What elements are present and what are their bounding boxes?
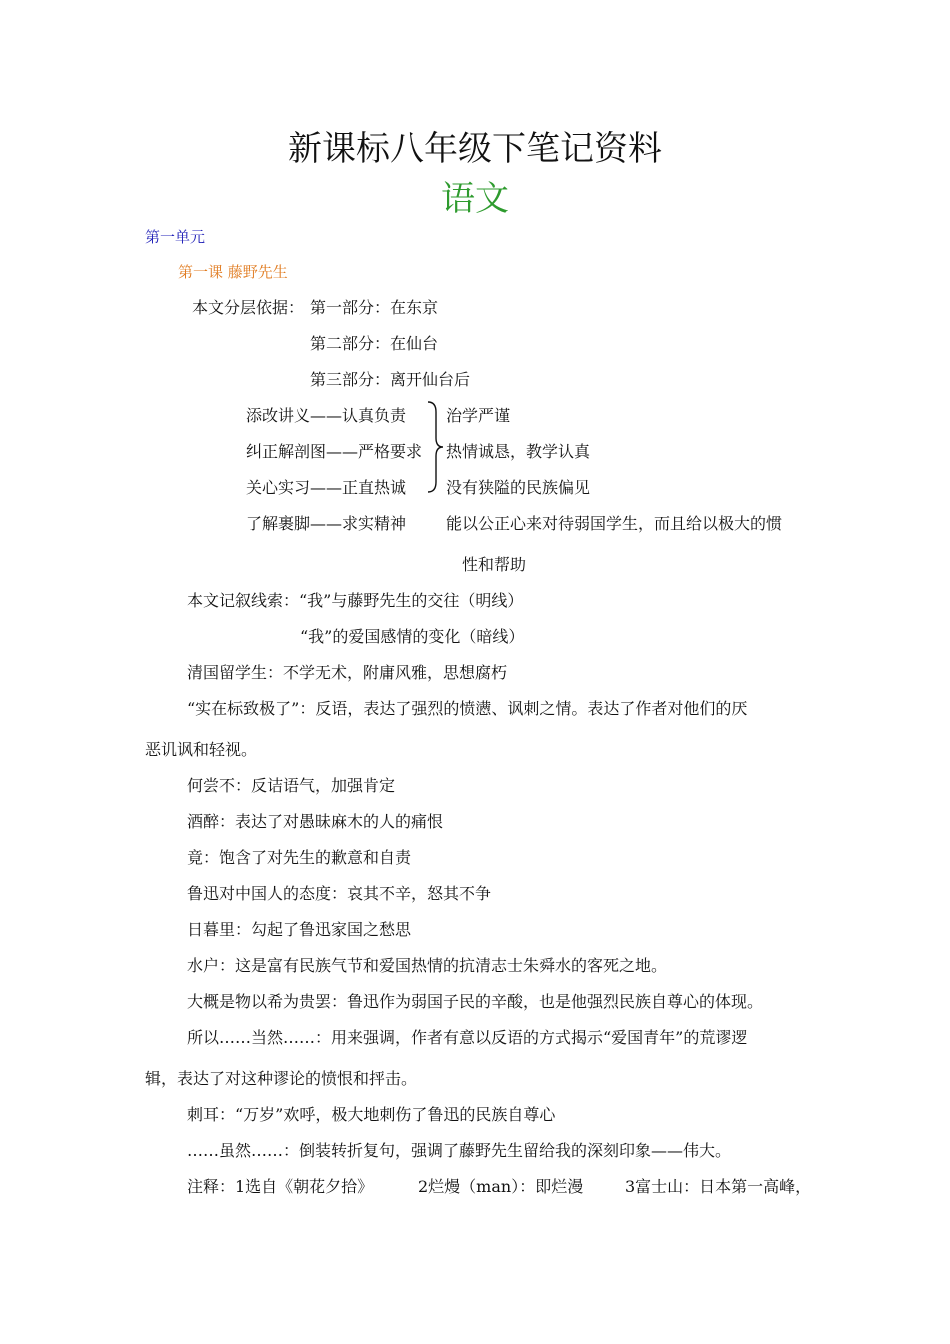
structure-part-3: 第三部分：离开仙台后 [310, 370, 471, 389]
note-line: “实在标致极了”：反语，表达了强烈的愤懑、讽刺之情。表达了作者对他们的厌 [187, 699, 748, 718]
note-line: 水户：这是富有民族气节和爱国热情的抗清志士朱舜水的客死之地。 [187, 956, 668, 975]
lesson-heading: 第一课 藤野先生 [178, 263, 288, 281]
trait-quality-2: 热情诚恳，教学认真 [446, 442, 591, 461]
trait-event-3: 关心实习——正直热诚 [246, 478, 407, 497]
annotation-item-3: 3富士山：日本第一高峰， [625, 1177, 812, 1196]
note-line: 鲁迅对中国人的态度：哀其不辛，怒其不争 [187, 884, 492, 903]
note-line: 何尝不：反诘语气，加强肯定 [187, 776, 396, 795]
unit-heading: 第一单元 [145, 228, 206, 246]
trait-event-4: 了解裹脚——求实精神 [246, 514, 407, 533]
note-line: 日暮里：勾起了鲁迅家国之愁思 [187, 920, 412, 939]
subject-title: 语文 [441, 179, 509, 219]
curly-brace-icon [424, 400, 444, 494]
structure-part-2: 第二部分：在仙台 [310, 334, 439, 353]
note-line: 恶讥讽和轻视。 [145, 740, 258, 759]
structure-label: 本文分层依据： [192, 298, 305, 317]
trait-quality-4-wrap: 性和帮助 [462, 555, 527, 574]
annotation-item-2: 2烂熳（man）：即烂漫 [418, 1177, 584, 1196]
note-line: 刺耳：“万岁”欢呼，极大地刺伤了鲁迅的民族自尊心 [187, 1105, 556, 1124]
note-line: 竟：饱含了对先生的歉意和自责 [187, 848, 412, 867]
page-title: 新课标八年级下笔记资料 [288, 129, 662, 169]
note-line: ……虽然……：倒装转折复句，强调了藤野先生留给我的深刻印象——伟大。 [187, 1141, 732, 1160]
annotation-label: 注释：1选自《朝花夕拾》 [187, 1177, 374, 1196]
note-line: 清国留学生：不学无术，附庸风雅，思想腐朽 [187, 663, 508, 682]
clue-line-2: “我”的爱国感情的变化（暗线） [300, 627, 525, 646]
note-line: 大概是物以希为贵罢：鲁迅作为弱国子民的辛酸，也是他强烈民族自尊心的体现。 [187, 992, 764, 1011]
trait-quality-3: 没有狭隘的民族偏见 [446, 478, 591, 497]
trait-quality-4: 能以公正心来对待弱国学生，而且给以极大的惯 [446, 514, 783, 533]
note-line: 所以……当然……：用来强调，作者有意以反语的方式揭示“爱国青年”的荒谬逻 [187, 1028, 748, 1047]
trait-event-1: 添改讲义——认真负责 [246, 406, 407, 425]
structure-part-1: 第一部分：在东京 [310, 298, 439, 317]
trait-event-2: 纠正解剖图——严格要求 [246, 442, 423, 461]
note-line: 酒醉：表达了对愚昧麻木的人的痛恨 [187, 812, 444, 831]
trait-quality-1: 治学严谨 [446, 406, 511, 425]
clue-line-1: 本文记叙线索：“我”与藤野先生的交往（明线） [187, 591, 524, 610]
note-line: 辑，表达了对这种谬论的愤恨和抨击。 [145, 1069, 418, 1088]
